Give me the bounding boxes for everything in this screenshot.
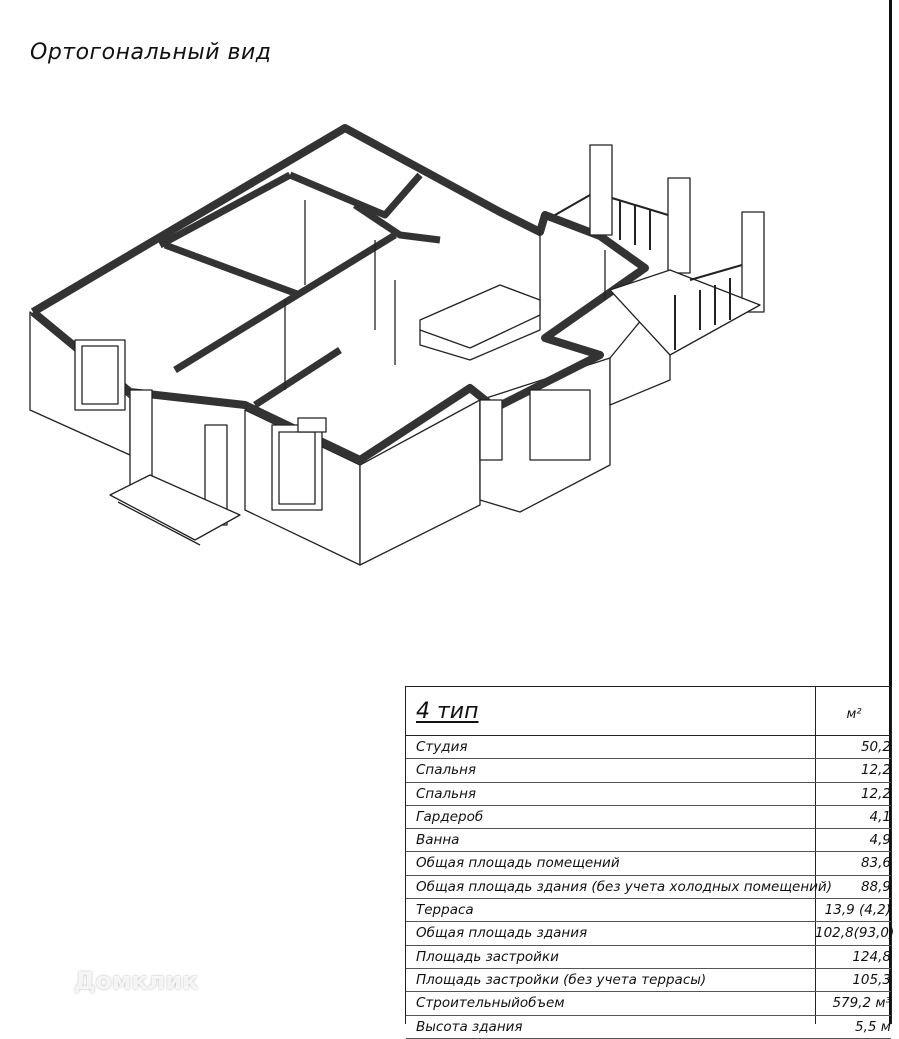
row-name: Спальня [416,762,477,779]
house-type-label: 4 тип [416,699,479,724]
row-value: 579,2 м³ [832,995,891,1012]
domclick-watermark [36,964,198,998]
table-row [406,876,891,899]
window-bay [480,400,502,460]
row-name: Ванна [416,832,460,849]
drawing-title: Ортогональный вид [30,40,272,65]
row-name: Высота здания [416,1018,523,1035]
row-value: 4,9 [869,832,891,849]
row-name: Студия [416,739,468,755]
row-value: 124,8 [852,948,891,965]
table-row [406,899,891,922]
terrace-post-1 [590,145,612,235]
row-value: 105,3 [852,971,891,988]
row-name: Общая площадь помещений [416,855,620,872]
table-row [406,852,891,875]
row-value: 13,9 (4,2) [824,902,891,919]
watermark-text: Домклик [74,967,199,995]
window-bay-right [530,390,590,460]
row-name: Гардероб [416,808,484,825]
house-logo-icon [36,964,68,998]
row-value: 12,2 [860,762,891,779]
table-header [406,687,891,736]
row-name: Спальня [416,785,477,802]
row-name: Общая площадь здания [416,925,588,942]
row-value: 88,9 [860,878,891,895]
table-row [406,922,895,945]
table-row [406,806,891,829]
row-name: Площадь застройки (без учета террасы) [416,971,707,988]
partition-3 [165,245,300,295]
table-row [406,969,891,992]
row-name: Терраса [416,902,474,919]
table-row [406,1016,891,1039]
table-row [406,946,891,969]
row-value: 102,8(93,0) [815,925,895,942]
table-row [406,992,891,1015]
partition-5 [355,205,440,240]
row-value: 12,2 [860,785,891,802]
partition-1 [160,175,290,245]
table-row [406,736,891,759]
table-row [406,783,891,806]
unit-label: м² [846,707,862,722]
partition-6 [255,350,340,405]
hob [298,418,326,432]
row-value: 5,5 м [855,1018,891,1035]
terrace-post-2 [668,178,690,273]
sofa [420,285,540,360]
table-row [406,759,891,782]
row-value: 4,1 [869,808,891,825]
row-name: Общая площадь здания (без учета холодных помещений) [416,878,832,895]
row-name: Строительныйобъем [416,995,565,1012]
specification-table [405,686,895,1035]
row-value: 50,2 [860,739,891,755]
table-row [406,829,891,852]
row-name: Площадь застройки [416,948,559,965]
terrace-post-3 [742,212,764,312]
row-value: 83,6 [860,855,891,872]
